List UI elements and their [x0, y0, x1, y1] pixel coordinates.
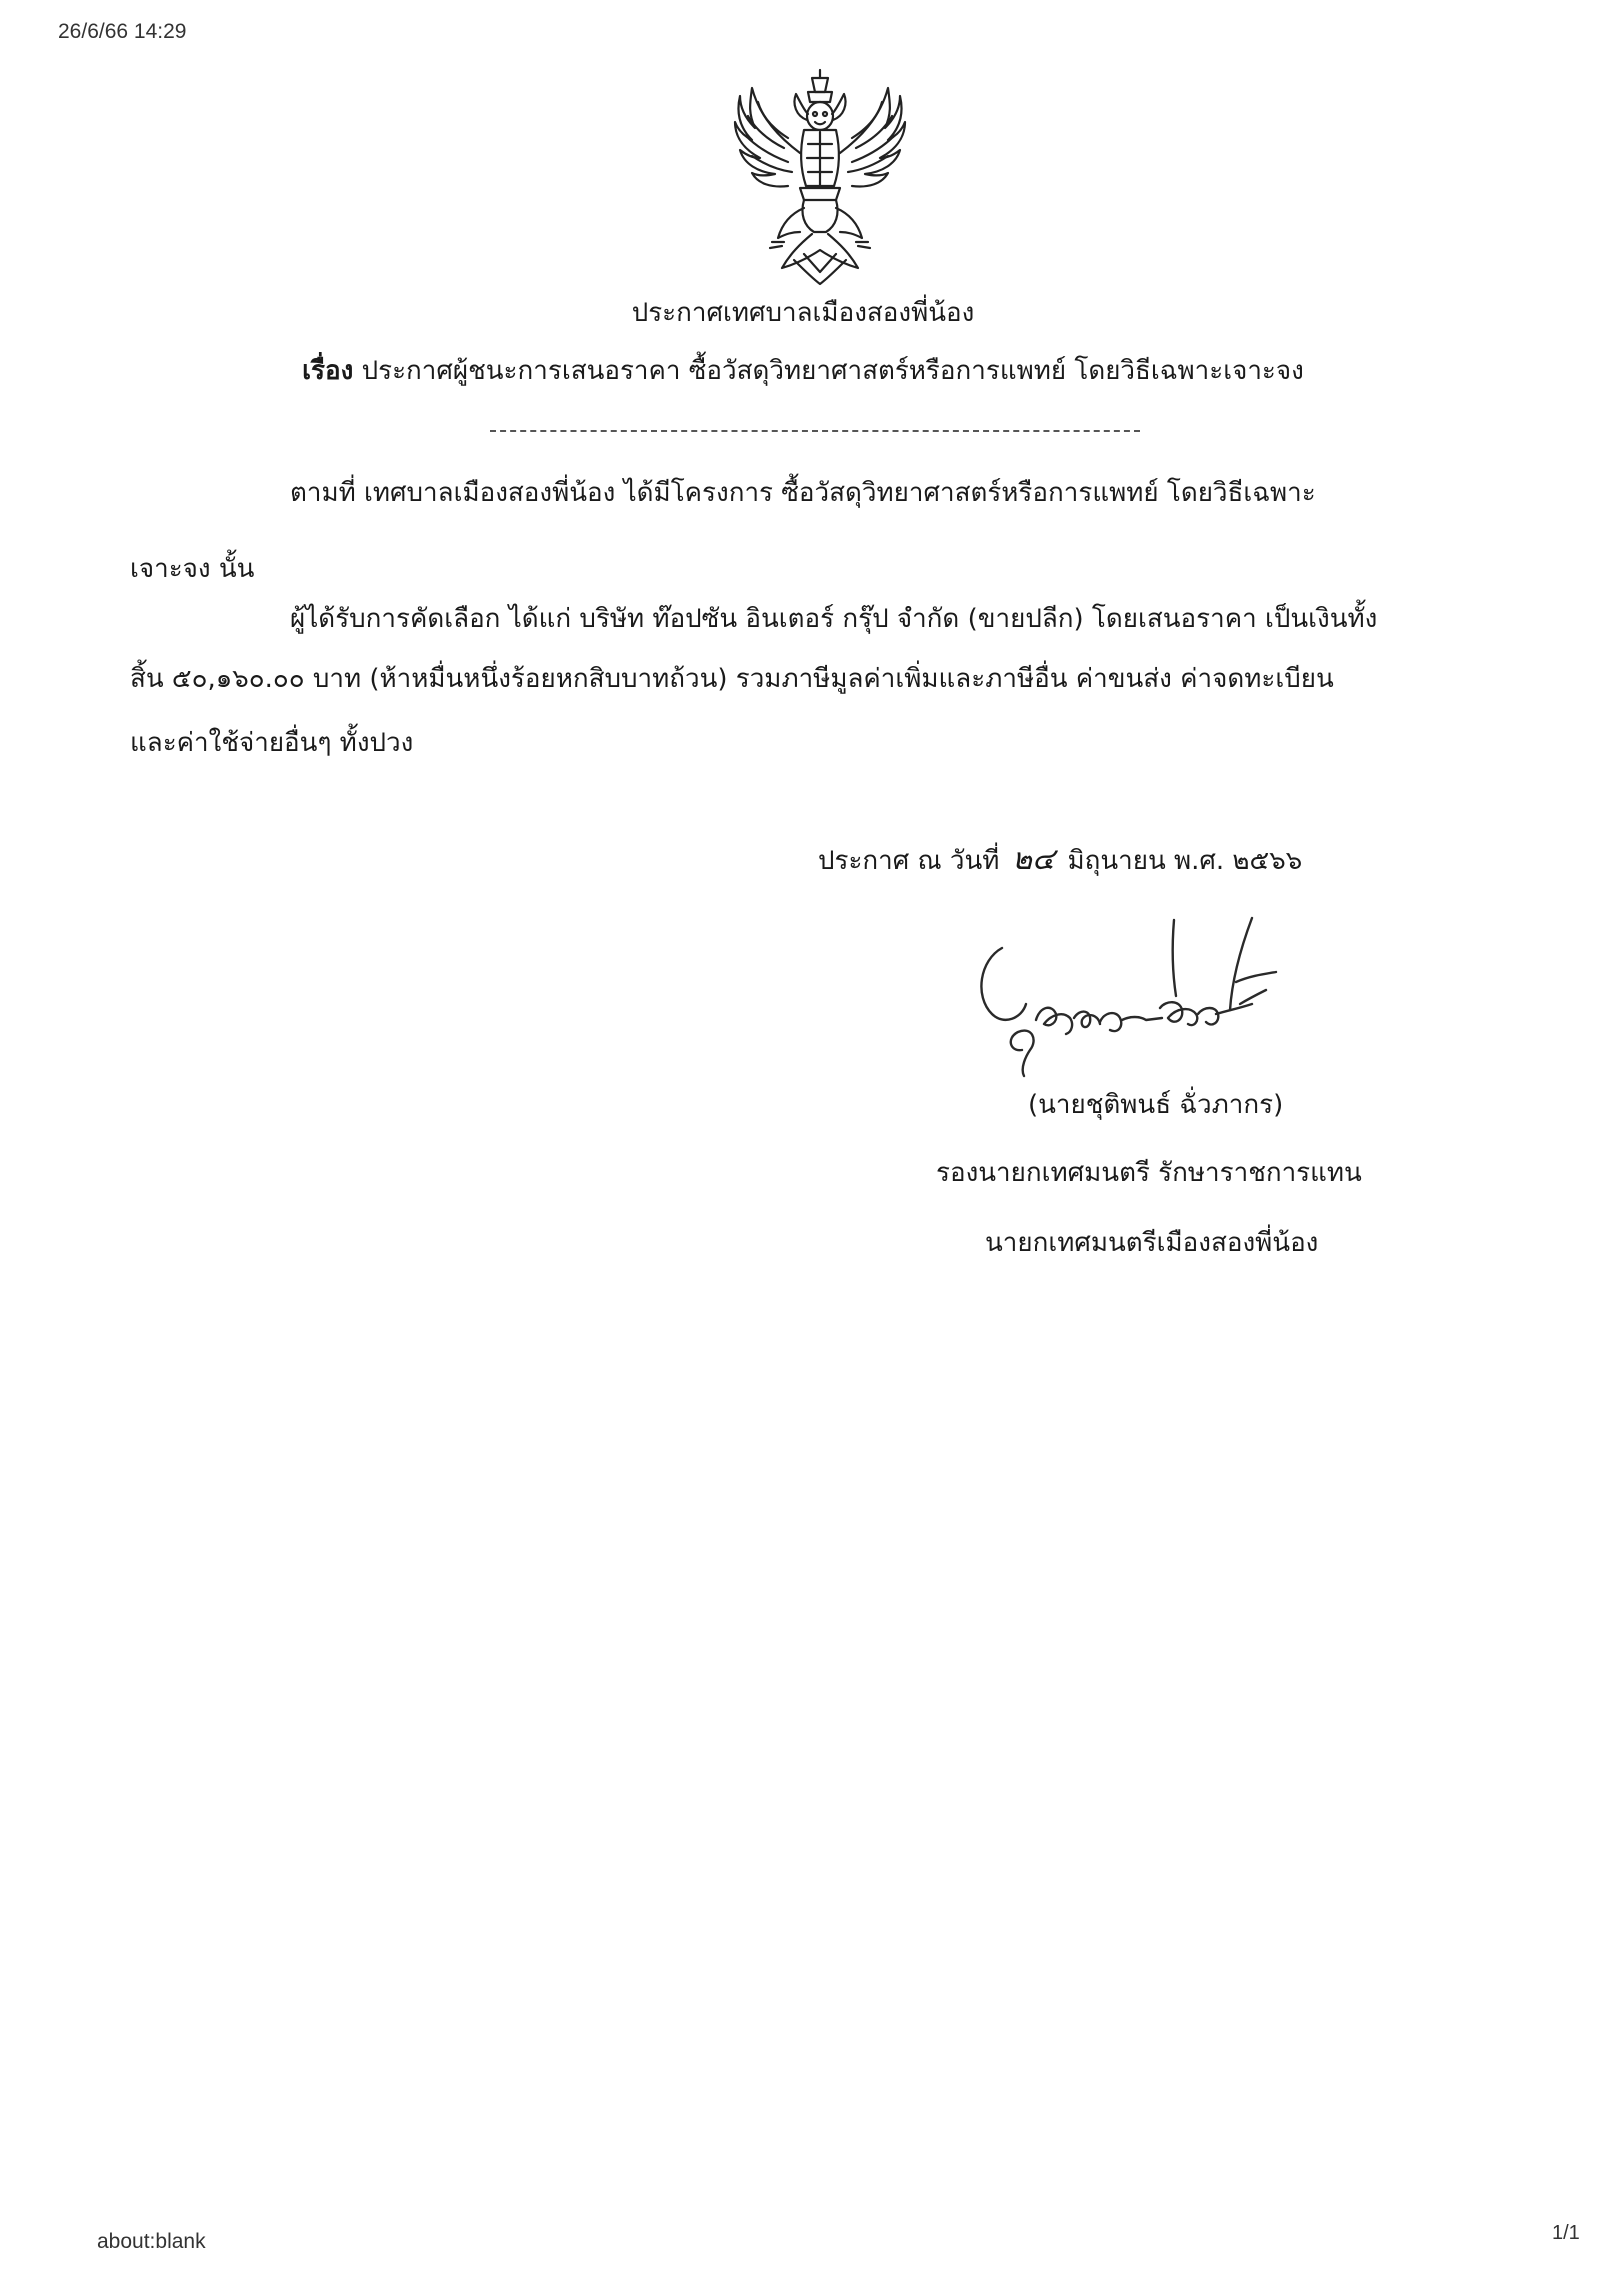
print-timestamp: 26/6/66 14:29	[58, 20, 187, 43]
signer-position-1: รองนายกเทศมนตรี รักษาราชการแทน	[936, 1158, 1362, 1188]
garuda-emblem-icon	[700, 58, 940, 290]
signer-name: (นายชุติพนธ์ ฉั่วภากร)	[1028, 1090, 1284, 1120]
announcement-date	[818, 842, 1302, 878]
paragraph2-line2: สิ้น ๕๐,๑๖๐.๐๐ บาท (ห้าหมื่นหนึ่งร้อยหกสิบบาทถ้วน) รวมภาษีมูลค่าเพิ่มและภาษีอื่น ค่าขนส่ง ค่าจดทะเบียน	[130, 664, 1334, 694]
paragraph2-line1: ผู้ได้รับการคัดเลือก ได้แก่ บริษัท ท๊อปซัน อินเตอร์ กรุ๊ป จำกัด (ขายปลีก) โดยเสนอราคา เป็นเงินทั้ง	[290, 604, 1378, 634]
document-subject	[0, 356, 1606, 387]
signature-icon	[940, 900, 1340, 1080]
subject-text: ประกาศผู้ชนะการเสนอราคา ซื้อวัสดุวิทยาศาสตร์หรือการแพทย์ โดยวิธีเฉพาะเจาะจง	[361, 356, 1304, 386]
dashed-divider	[490, 430, 1140, 432]
paragraph1-line2: เจาะจง นั้น	[130, 554, 255, 584]
paragraph2-line3: และค่าใช้จ่ายอื่นๆ ทั้งปวง	[130, 728, 414, 758]
print-footer-page-number: 1/1	[1552, 2222, 1580, 2244]
date-prefix: ประกาศ ณ วันที่	[818, 846, 1000, 876]
paragraph1-line1: ตามที่ เทศบาลเมืองสองพี่น้อง ได้มีโครงการ ซื้อวัสดุวิทยาศาสตร์หรือการแพทย์ โดยวิธีเฉพาะ	[290, 478, 1316, 508]
date-month-year: มิถุนายน พ.ศ. ๒๕๖๖	[1067, 846, 1303, 876]
subject-label: เรื่อง	[302, 356, 354, 386]
print-footer-url: about:blank	[97, 2230, 206, 2253]
document-title: ประกาศเทศบาลเมืองสองพี่น้อง	[631, 298, 975, 328]
signer-position-2: นายกเทศมนตรีเมืองสองพี่น้อง	[985, 1228, 1319, 1258]
date-day-handwritten: ๒๔	[1012, 842, 1055, 877]
